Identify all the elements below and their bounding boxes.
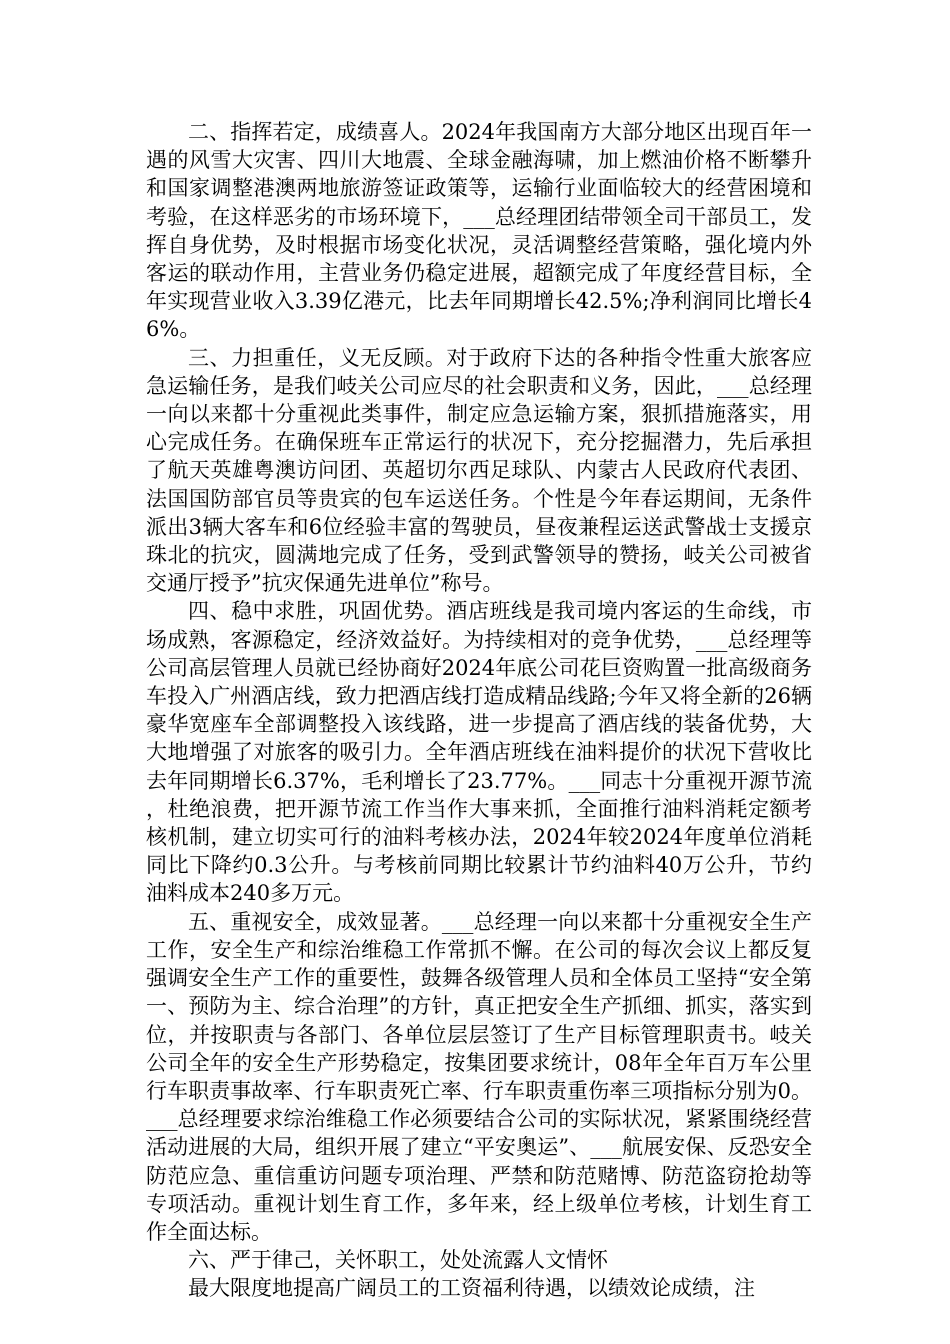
document-body [146, 118, 812, 1303]
paragraph-command-results: 二、指挥若定，成绩喜人。2024年我国南方大部分地区出现百年一遇的风雪大灾害、四川大地震、全球金融海啸，加上燃油价格不断攀升和国家调整港澳两地旅游签证政策等，运输行业面临较大的经营困境和考验，在这样恶劣的市场环境下，___总经理团结带领全司干部员工，发挥自身优势，及时根据市场变化状况，灵活调整经营策略，强化境内外客运的联动作用，主营业务仍稳定进展，超额完成了年度经营目标，全年实现营业收入3.39亿港元，比去年同期增长42.5%;净利润同比增长46%。 [146, 120, 812, 342]
paragraph-heading-self-discipline: 六、严于律己，关怀职工，处处流露人文情怀 [188, 1248, 608, 1273]
paragraph-employee-welfare: 最大限度地提高广阔员工的工资福利待遇，以绩效论成绩，注 [188, 1276, 755, 1301]
paragraph-hotel-line: 四、稳中求胜，巩固优势。酒店班线是我司境内客运的生命线，市场成熟，客源稳定，经济效益好。为持续相对的竞争优势，___总经理等公司高层管理人员就已经协商好2024年底公司花巨资购置一批高级商务车投入广州酒店线，致力把酒店线打造成精品线路;今年又将全新的26辆豪华宽座车全部调整投入该线路，进一步提高了酒店线的装备优势，大大地增强了对旅客的吸引力。全年酒店班线在油料提价的状况下营收比去年同期增长6.37%，毛利增长了23.77%。___同志十分重视开源节流，杜绝浪费，把开源节流工作当作大事来抓，全面推行油料消耗定额考核机制，建立切实可行的油料考核办法，2024年较2024年度单位消耗同比下降约0.3公升。与考核前同期比较累计节约油料40万公升，节约油料成本240多万元。 [146, 599, 812, 906]
paragraph-safety: 五、重视安全，成效显著。___总经理一向以来都十分重视安全生产工作，安全生产和综治维稳工作常抓不懈。在公司的每次会议上都反复强调安全生产工作的重要性，鼓舞各级管理人员和全体员工坚持“安全第一、预防为主、综合治理”的方针，真正把安全生产抓细、抓实，落实到位，并按职责与各部门、各单位层层签订了生产目标管理职责书。岐关公司全年的安全生产形势稳定，按集团要求统计，08年全年百万车公里行车职责事故率、行车职责死亡率、行车职责重伤率三项指标分别为0。___总经理要求综治维稳工作必须要结合公司的实际状况，紧紧围绕经营活动进展的大局，组织开展了建立“平安奥运”、___航展安保、反恐安全防范应急、重信重访问题专项治理、严禁和防范赌博、防范盗窃抢劫等专项活动。重视计划生育工作，多年来，经上级单位考核，计划生育工作全面达标。 [146, 909, 812, 1244]
paragraph-emergency-transport: 三、力担重任，义无反顾。对于政府下达的各种指令性重大旅客应急运输任务，是我们岐关公司应尽的社会职责和义务，因此，___总经理一向以来都十分重视此类事件，制定应急运输方案，狠抓措施落实，用心完成任务。在确保班车正常运行的状况下，充分挖掘潜力，先后承担了航天英雄粤澳访问团、英超切尔西足球队、内蒙古人民政府代表团、法国国防部官员等贵宾的包车运送任务。个性是今年春运期间，无条件派出3辆大客车和6位经验丰富的驾驶员，昼夜兼程运送武警战士支援京珠北的抗灾，圆满地完成了任务，受到武警领导的赞扬，岐关公司被省交通厅授予”抗灾保通先进单位”称号。 [146, 345, 812, 596]
